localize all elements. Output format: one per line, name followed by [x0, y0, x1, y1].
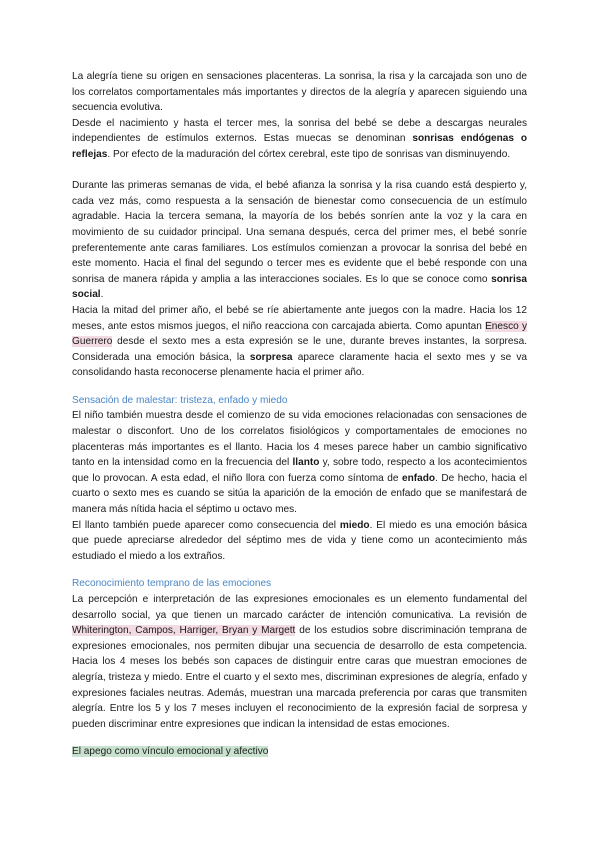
- heading-reconocimiento: Reconocimiento temprano de las emociones: [72, 578, 272, 590]
- paragraph-mitad-primer-ano: Hacia la mitad del primer año, el bebé se ríe abiertamente ante juegos con la madre. Hacia los 12 meses, ante estos mismos juegos, el niño reacciona con carcajada abierta. Como apuntan Enesco y Guerrero desde el sexto mes a esta expresión se le une, durante breves instantes, la sorpresa. Considerada una emoción básica, la sorpresa aparece claramente hacia el sexto mes y se va consolidando hasta reconocerse plenamente hacia el primer año.: [72, 304, 528, 379]
- term-miedo: miedo: [339, 519, 370, 531]
- term-enfado: enfado: [401, 472, 436, 484]
- term-sorpresa: sorpresa: [249, 351, 293, 363]
- document-body: [72, 69, 527, 760]
- term-sonrisas-endogenas: sonrisas endógenas o reflejas: [72, 133, 527, 160]
- paragraph-alegria-intro: La alegría tiene su origen en sensaciones placenteras. La sonrisa, la risa y la carcajada son uno de los correlatos comportamentales más importantes y directos de la alegría y aparecen siguiendo una secuencia evolutiva.: [72, 71, 527, 114]
- heading-apego: El apego como vínculo emocional y afectivo: [72, 746, 269, 758]
- highlight-enesco-guerrero: Enesco y Guerrero: [72, 320, 527, 348]
- term-sonrisa-social: sonrisa social: [72, 273, 527, 301]
- paragraph-malestar: El niño también muestra desde el comienzo de su vida emociones relacionadas con sensaciones de malestar o disconfort. Uno de los correlatos fisiológicos y comportamentales de emociones no placenteras más importantes es el llanto. Hacia los 4 meses parece haber un cambio significativo tanto en la intensidad como en la frecuencia del llanto y, sobre todo, respecto a los acontecimientos que lo provocan. A esta edad, el niño llora con fuerza como síntoma de enfado. De hecho, hacia el cuarto o sexto mes es cuando se sitúa la aparición de la emoción de enfado que se manifestará de manera más nítida hacia el séptimo u octavo mes.: [72, 410, 527, 516]
- heading-malestar: Sensación de malestar: tristeza, enfado y miedo: [72, 394, 288, 406]
- paragraph-sonrisas-endogenas: Desde el nacimiento y hasta el tercer mes, la sonrisa del bebé se debe a descargas neurales independientes de estímulos externos. Estas muecas se denominan sonrisas endógenas o reflejas. Por efecto de la maduración del córtex cerebral, este tipo de sonrisas van disminuyendo.: [72, 117, 527, 160]
- term-llanto: llanto: [292, 457, 320, 469]
- paragraph-primeras-semanas: Durante las primeras semanas de vida, el bebé afianza la sonrisa y la risa cuando está despierto y, cada vez más, como respuesta a la sensación de bienestar como consecuencia de un estímulo agradable. Hacia la tercera semana, la mayoría de los bebés sonríen ante la voz y la cara en movimiento de su cuidador principal. Una semana después, cerca del primer mes, el bebé sonríe preferentemente ante caras familiares. Los estímulos comienzan a provocar la sonrisa del bebé en este momento. Hacia el final del segundo o tercer mes es evidente que el bebé responde con una sonrisa de manera rápida y amplia a las interacciones sociales. Es lo que se conoce como sonrisa social.: [72, 180, 527, 301]
- paragraph-reconocimiento: La percepción e interpretación de las expresiones emocionales es un elemento fundamental del desarrollo social, ya que tienen un marcado carácter de intención comunicativa. La revisión de Whiterington, Campos, Harriger, Bryan y Margett de los estudios sobre discriminación temprana de expresiones emocionales, nos permiten dibujar una secuencia de desarrollo de esta competencia. Hacia los 4 meses los bebés son capaces de distinguir entre caras que muestran emociones de alegría, tristeza y miedo. Entre el cuarto y el sexto mes, discriminan expresiones de alegría, enfado y expresiones faciales neutras. Además, muestran una marcada preferencia por caras que transmiten alegría. Entre los 5 y los 7 meses incluyen el reconocimiento de la expresión facial de sorpresa y pueden discriminar entre expresiones que indican la intensidad de estas emociones.: [72, 594, 527, 730]
- paragraph-miedo: El llanto también puede aparecer como consecuencia del miedo. El miedo es una emoción básica que puede apreciarse alrededor del séptimo mes de vida y tiene como un acontecimiento más estudiado el miedo a los extraños.: [72, 519, 527, 562]
- highlight-whiterington: Whiterington, Campos, Harriger, Bryan y Margett: [72, 625, 296, 637]
